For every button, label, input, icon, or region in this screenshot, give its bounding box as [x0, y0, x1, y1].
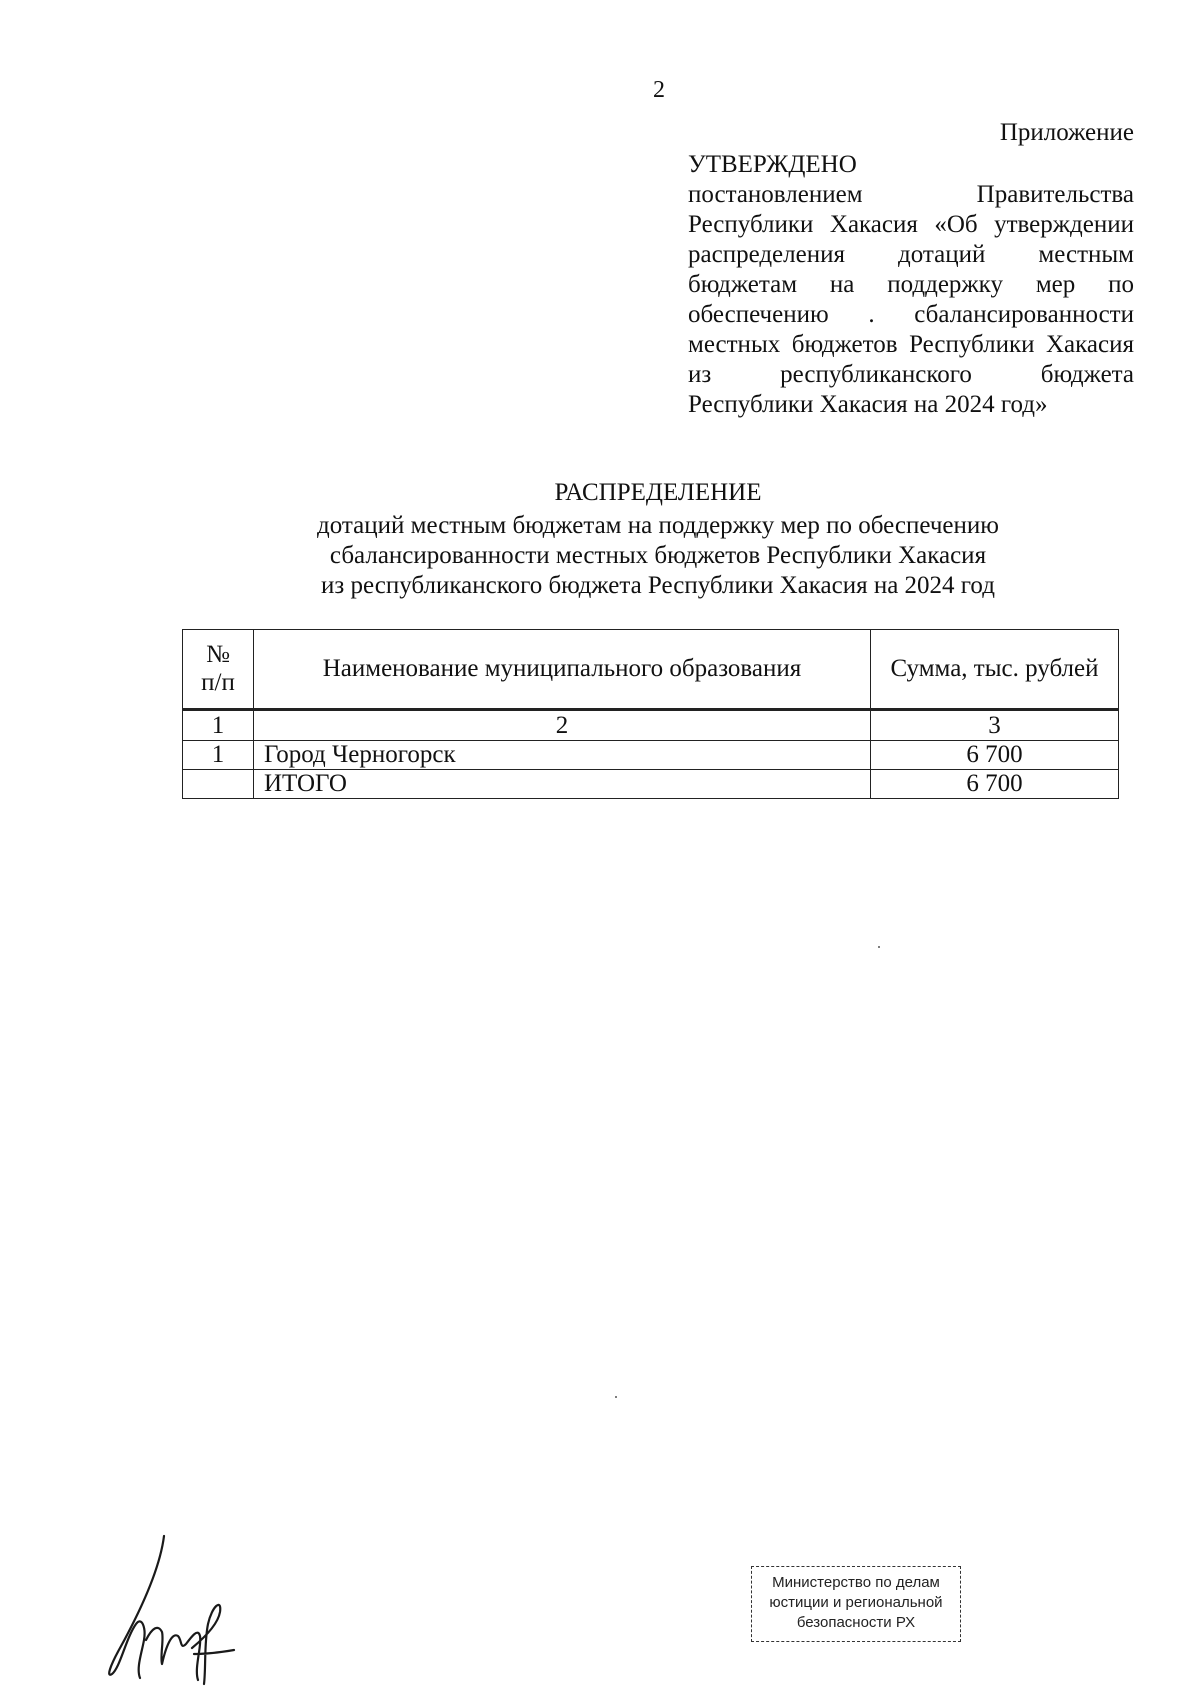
row-name-cell: Город Черногорск [254, 741, 871, 770]
column-number-cell: 1 [183, 710, 254, 741]
column-number-cell: 3 [871, 710, 1119, 741]
row-number-cell: 1 [183, 741, 254, 770]
row-name-cell: ИТОГО [254, 770, 871, 799]
header-number-abbrev: п/п [201, 669, 235, 696]
table-header-row [183, 630, 1119, 710]
heading-title: РАСПРЕДЕЛЕНИЕ [554, 479, 762, 506]
header-number-symbol: № [206, 641, 230, 668]
row-amount-cell: 6 700 [871, 770, 1119, 799]
stamp-line-3: безопасности РХ [796, 1614, 916, 1631]
header-number [183, 630, 254, 710]
scan-speck [615, 1396, 617, 1398]
table-row [183, 741, 1119, 770]
column-number-row [183, 710, 1119, 741]
approval-block [688, 118, 1134, 420]
heading-line-2: сбалансированности местных бюджетов Республики Хакасия [329, 542, 987, 569]
document-heading [190, 478, 1126, 601]
approved-label: УТВЕРЖДЕНО [688, 151, 857, 178]
header-name: Наименование муниципального образования [254, 630, 871, 710]
scan-speck [878, 946, 880, 948]
stamp-line-2: юстиции и региональной [769, 1594, 943, 1611]
table-total-row [183, 770, 1119, 799]
appendix-label: Приложение [999, 119, 1134, 146]
column-number-cell: 2 [254, 710, 871, 741]
header-amount: Сумма, тыс. рублей [871, 630, 1119, 710]
row-number-cell [183, 770, 254, 799]
heading-line-1: дотаций местным бюджетам на поддержку мер по обеспечению [317, 512, 999, 539]
handwritten-signature [102, 1528, 242, 1688]
row-amount-cell: 6 700 [871, 741, 1119, 770]
ministry-stamp [751, 1566, 961, 1642]
stamp-line-1: Министерство по делам [772, 1574, 940, 1591]
page-number: 2 [653, 77, 665, 103]
distribution-table [182, 629, 1119, 799]
approval-text: постановлением Правительства Республики Хакасия «Об утверждении распределения дотаций местным бюджетам на поддержку мер по обеспечению . сбалансированности местных бюджетов Республики Хакасия из республиканского бюджета Республики Хакасия на 2024 год» [688, 181, 1134, 418]
heading-line-3: из республиканского бюджета Республики Хакасия на 2024 год [321, 572, 995, 599]
